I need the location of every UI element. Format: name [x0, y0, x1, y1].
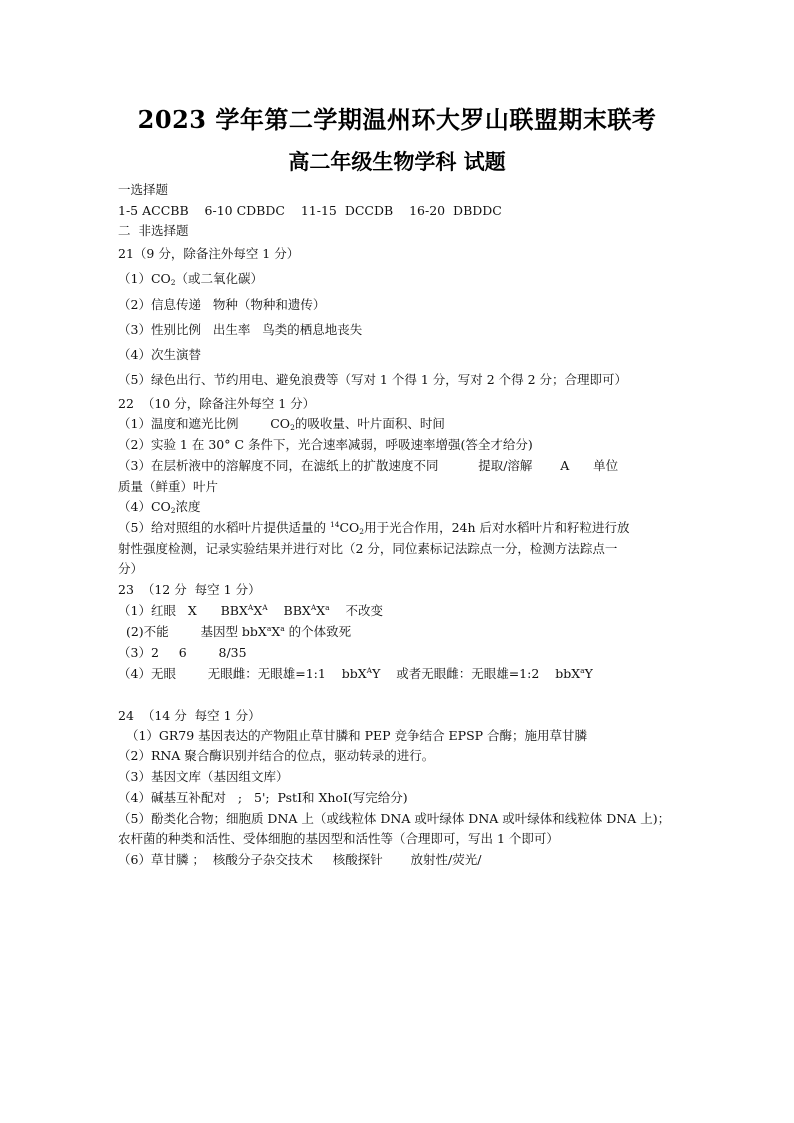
allele-superscript: A — [247, 603, 254, 612]
q22-answer-1 — [118, 416, 445, 432]
allele-superscript: a — [580, 666, 585, 675]
q22-answer-5-line1 — [118, 520, 630, 536]
q21-answer-1 — [118, 271, 263, 287]
text-span: （4）CO — [118, 499, 171, 514]
q24-answer-2: （2）RNA 聚合酶识别并结合的位点，驱动转录的进行。 — [118, 748, 435, 763]
subscript: 2 — [359, 527, 365, 536]
text-span: CO — [339, 520, 360, 535]
subscript: 2 — [170, 278, 176, 287]
allele-superscript: a — [266, 624, 272, 633]
subscript: 2 — [170, 506, 176, 515]
q24-answer-6: （6）草甘膦 ； 核酸分子杂交技术 核酸探针 放射性/荧光/ — [118, 852, 482, 867]
q21-answer-5: （5）绿色出行、节约用电、避免浪费等（写对 1 个得 1 分，写对 2 个得 2 分；合理即可） — [118, 372, 628, 387]
allele-superscript: A — [366, 666, 373, 675]
q22-answer-4 — [118, 499, 201, 515]
text-span: （或二氧化碳） — [175, 271, 264, 286]
section1-heading: 一选择题 — [118, 182, 169, 197]
section2-heading: 二 非选择题 — [118, 223, 189, 238]
q21-answer-4: （4）次生演替 — [118, 347, 201, 362]
text-span: 的吸收量、叶片面积、时间 — [294, 416, 445, 431]
q24-header: 24 （14 分 每空 1 分） — [118, 708, 261, 723]
q22-answer-5-line2: 射性强度检测，记录实验结果并进行对比（2 分，同位素标记法踪点一分，检测方法踪点一 — [118, 541, 618, 556]
q24-answer-3: （3）基因文库（基因组文库） — [118, 769, 289, 784]
q22-header: 22 （10 分，除备注外每空 1 分） — [118, 396, 316, 411]
text-span: （1）CO — [118, 271, 171, 286]
q24-answer-4: （4）碱基互补配对 ; 5'; PstⅠ和 XhoⅠ(写完给分) — [118, 790, 408, 805]
q21-answer-2: （2）信息传递 物种（物种和遗传） — [118, 297, 326, 312]
q22-answer-3-line1: （3）在层析液中的溶解度不同，在滤纸上的扩散速度不同 提取/溶解 A 单位 — [118, 458, 619, 473]
allele-superscript: a — [325, 603, 330, 612]
q24-answer-1: （1）GR79 基因表达的产物阻止草甘膦和 PEP 竞争结合 EPSP 合酶；施用草甘膦 — [118, 728, 588, 743]
text-span: 浓度 — [175, 499, 201, 514]
q22-answer-3-line2: 质量（鲜重）叶片 — [118, 479, 219, 494]
subscript: 2 — [290, 423, 295, 432]
q23-answer-4: （4）无眼 无眼雌：无眼雄=1:1 bbX$^A$Y 或者无眼雌：无眼雄=1:2 bbX$^a$Y — [118, 666, 593, 681]
q23-answer-2: (2)不能 基因型 $bbX^aX^a$ 的个体致死 — [118, 624, 352, 639]
text-span: 用于光合作用，24h 后对水稻叶片和籽粒进行放 — [364, 520, 630, 535]
q23-answer-1: （1）红眼 X $BBX^AX^A$ $BBX^AX^a$ 不改变 — [118, 603, 384, 618]
page-subtitle: 高二年级生物学科 试题 — [288, 149, 506, 174]
q22-answer-5-line3: 分） — [118, 561, 144, 576]
allele-superscript: a — [280, 624, 285, 633]
q24-answer-5-line1: （5）酚类化合物；细胞质 DNA 上（或线粒体 DNA 或叶绿体 DNA 或叶绿体和线粒体 DNA 上)； — [118, 811, 671, 826]
text-span: （1）温度和遮光比例 CO — [118, 416, 291, 431]
allele-superscript: A — [310, 603, 317, 612]
text-span: （5）给对照组的水稻叶片提供适量的 — [118, 520, 330, 535]
q23-header: 23 （12 分 每空 1 分） — [118, 582, 261, 597]
q22-answer-2: （2）实验 1 在 30° C 条件下，光合速率减弱，呼吸速率增强(答全才给分) — [118, 437, 533, 452]
q21-header: 21（9 分，除备注外每空 1 分） — [118, 246, 300, 261]
choice-answers: 1-5 ACCBB 6-10 CDBDC 11-15 DCCDB 16-20 DBDDC — [118, 203, 502, 218]
q24-answer-5-line2: 农杆菌的种类和活性、受体细胞的基因型和活性等（合理即可，写出 1 个即可） — [118, 831, 559, 846]
superscript: 14 — [329, 520, 340, 529]
allele-superscript: A — [262, 603, 268, 612]
page-title: 2023 学年第二学期温州环大罗山联盟期末联考 — [137, 105, 657, 134]
q21-answer-3: （3）性别比例 出生率 鸟类的栖息地丧失 — [118, 322, 363, 337]
q23-answer-3: （3）2 6 8/35 — [118, 645, 247, 660]
